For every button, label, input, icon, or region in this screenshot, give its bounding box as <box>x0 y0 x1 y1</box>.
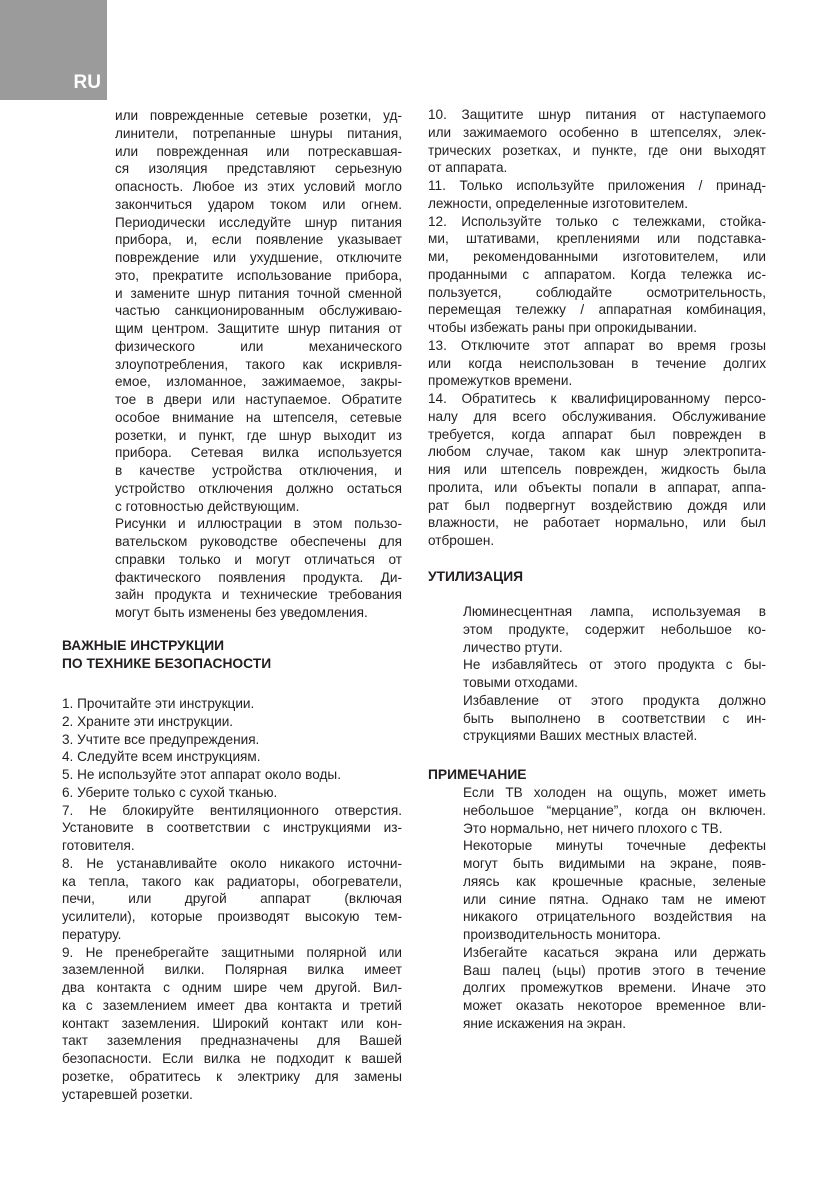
text-line: проданными с аппаратом. Когда тележка ис- <box>428 266 766 282</box>
text-line: этом продукте, содержит небольшое ко- <box>463 621 766 637</box>
text-line: Это нормально, нет ничего плохого с ТВ. <box>463 820 723 836</box>
text-line: никакого отрицательного воздействия на <box>463 909 766 925</box>
text-line: Ваш палец (ьцы) против этого в течение <box>463 962 766 978</box>
text-line: 3. Учтите все предупреждения. <box>62 731 260 747</box>
text-line: ми, рекомендованными изготовителем, или <box>428 249 766 264</box>
text-line: пературу. <box>62 926 122 942</box>
text-line: 5. Не используйте этот аппарат около воды. <box>62 767 341 782</box>
text-line: ка тепла, такого как радиаторы, обогреватели, <box>62 873 402 889</box>
text-line: 9. Не пренебрегайте защитными полярной или <box>62 944 402 960</box>
paragraph <box>62 944 402 1104</box>
text-line: пролита, или объекты попали в аппарат, аппа- <box>428 479 766 495</box>
paragraph <box>463 692 766 745</box>
text-line: пользуется, соблюдайте осмотрительность, <box>428 284 766 300</box>
text-line: промежутков времени. <box>428 373 573 389</box>
paragraph <box>428 106 766 177</box>
text-line: Некоторые минуты точечные дефекты <box>463 838 766 854</box>
text-line: ния или штепсель поврежден, жидкость была <box>428 462 766 477</box>
paragraph <box>62 748 402 766</box>
text-line: Если ТВ холоден на ощупь, может иметь <box>463 785 766 800</box>
text-line: трических розетках, и пункте, где они выходят <box>428 142 766 158</box>
text-line: или поврежденная или потрескавшая- <box>115 143 402 159</box>
text-line: с готовностью действующим. <box>115 498 300 514</box>
text-line: перемещая тележку / аппаратная комбинация, <box>428 302 766 318</box>
text-line: злоупотребления, такого как искривля- <box>115 356 402 372</box>
text-line: закончиться ударом током или огнем. <box>115 196 402 212</box>
text-line: или синие пятна. Однако там не имеют <box>463 891 766 907</box>
text-line: влажности, не работает нормально, или был <box>428 515 766 531</box>
text-line: налу для всего обслуживания. Обслуживание <box>428 408 766 424</box>
text-line: устройство отключения должно остаться <box>115 480 402 496</box>
note-text <box>463 784 766 1033</box>
paragraph <box>463 944 766 1033</box>
text-line: контакт заземления. Широкий контакт или кон- <box>62 1015 402 1031</box>
text-line: 4. Следуйте всем инструкциям. <box>62 749 261 765</box>
text-line: линители, потрепанные шнуры питания, <box>115 125 402 141</box>
text-line: товыми отходами. <box>463 675 578 690</box>
paragraph <box>115 107 402 515</box>
text-line: особое внимание на штепселя, сетевые <box>115 409 402 425</box>
text-line: это, прекратите использование прибора, <box>115 267 402 283</box>
text-line: справки только и могут отличаться от <box>115 551 402 567</box>
text-line: розетки, и пункт, где шнур выходит из <box>115 427 402 443</box>
text-line: могут быть изменены без уведомления. <box>115 605 368 620</box>
paragraph <box>62 713 402 731</box>
disposal-text <box>463 603 766 745</box>
text-line: 8. Не устанавливайте около никакого источни- <box>62 855 402 871</box>
text-line: рат был подвергнут воздействию дождя или <box>428 497 766 513</box>
text-line: прибора. Сетевая вилка используется <box>115 445 402 461</box>
text-line: такт заземления предназначены для Вашей <box>62 1033 402 1049</box>
text-line: 13. Отключите этот аппарат во время грозы <box>428 337 766 353</box>
disposal-heading: УТИЛИЗАЦИЯ <box>428 569 524 584</box>
text-line: чтобы избежать раны при опрокидывании. <box>428 320 698 335</box>
text-line: или когда неиспользован в течение долгих <box>428 355 766 371</box>
text-line: требуется, когда аппарат был поврежден в <box>428 426 766 442</box>
safety-heading <box>62 637 271 673</box>
text-line: могут быть видимыми на экране, появ- <box>463 856 766 871</box>
paragraph <box>428 337 766 390</box>
text-line: емое, изломанное, зажимаемое, закры- <box>115 374 402 390</box>
text-line: или зажимаемого особенно в штепселях, элек- <box>428 124 766 140</box>
text-line: вательском руководстве обеспечены для <box>115 534 402 549</box>
paragraph <box>463 603 766 656</box>
text-line: физического или механического <box>115 338 402 354</box>
text-line: или поврежденные сетевые розетки, уд- <box>115 108 402 123</box>
text-line: 14. Обратитесь к квалифицированному персо- <box>428 391 766 406</box>
text-line: щим центром. Защитите шнур питания от <box>115 321 402 336</box>
paragraph <box>62 855 402 944</box>
text-line: Избавление от этого продукта должно <box>463 692 766 708</box>
text-line: повреждение или ухудшение, отключите <box>115 250 402 265</box>
paragraph <box>463 837 766 944</box>
paragraph <box>463 784 766 837</box>
paragraph <box>62 731 402 749</box>
paragraph <box>428 213 766 337</box>
text-line: ляясь как крошечные красные, зеленые <box>463 873 766 889</box>
paragraph <box>115 515 402 622</box>
text-line: ка с заземлением имеет два контакта и третий <box>62 997 402 1013</box>
text-line: любом случае, таком как шнур электропита- <box>428 444 766 460</box>
text-line: ся изоляция представляют серьезную <box>115 161 402 177</box>
language-badge <box>0 0 107 100</box>
text-line: 11. Только используйте приложения / принад- <box>428 178 766 193</box>
text-line: частью санкционированным обслуживаю- <box>115 303 402 319</box>
intro-text <box>115 107 402 622</box>
text-line: в качестве устройства отключения, и <box>115 463 402 478</box>
text-line: 12. Используйте только с тележками, стойка- <box>428 213 766 229</box>
text-line: Люминесцентная лампа, используемая в <box>463 604 766 619</box>
safety-heading-line: ПО ТЕХНИКЕ БЕЗОПАСНОСТИ <box>62 656 272 671</box>
text-line: быть выполнено в соответствии с ин- <box>463 710 766 726</box>
text-line: долгих промежутков времени. Иначе это <box>463 980 766 996</box>
language-code: RU <box>73 72 101 93</box>
text-line: Рисунки и иллюстрации в этом пользо- <box>115 516 402 532</box>
text-line: личество ртути. <box>463 639 563 655</box>
text-line: Периодически исследуйте шнур питания <box>115 214 402 230</box>
text-line: может оказать некоторое временное вли- <box>463 998 766 1013</box>
text-line: яние искажения на экран. <box>463 1015 627 1031</box>
text-line: прибора, и, если появление указывает <box>115 232 402 248</box>
safety-instructions-list-continued <box>428 106 766 550</box>
text-line: от аппарата. <box>428 160 508 176</box>
text-line: безопасности. Если вилка не подходит к вашей <box>62 1051 402 1066</box>
text-line: зайн продукта и технические требования <box>115 587 402 603</box>
text-line: небольшое “мерцание”, когда он включен. <box>463 802 766 818</box>
text-line: струкциями Ваших местных властей. <box>463 728 698 744</box>
text-line: заземленной вилки. Полярная вилка имеет <box>62 962 402 978</box>
text-line: и замените шнур питания точной сменной <box>115 285 402 301</box>
text-line: Избегайте касаться экрана или держать <box>463 944 766 960</box>
text-line: Установите в соответствии с инструкциями из- <box>62 820 402 836</box>
paragraph <box>428 177 766 213</box>
text-line: 7. Не блокируйте вентиляционного отверстия. <box>62 802 402 818</box>
text-line: фактического появления продукта. Ди- <box>115 569 402 585</box>
text-line: производительность монитора. <box>463 927 661 942</box>
paragraph <box>62 766 402 784</box>
text-line: опасность. Любое из этих условий могло <box>115 179 402 194</box>
paragraph <box>62 784 402 802</box>
text-line: лежности, определенные изготовителем. <box>428 195 689 211</box>
safety-heading-line: ВАЖНЫЕ ИНСТРУКЦИИ <box>62 638 225 653</box>
text-line: готовителя. <box>62 838 135 853</box>
paragraph <box>62 802 402 855</box>
text-line: усилители), которые производят высокую тем- <box>62 909 402 924</box>
text-line: печи, или другой аппарат (включая <box>62 891 402 907</box>
text-line: розетке, обратитесь к электрику для замены <box>62 1068 402 1084</box>
text-line: Не избавляйтесь от этого продукта с бы- <box>463 657 766 673</box>
text-line: ми, штативами, креплениями или подставка- <box>428 231 766 247</box>
text-line: 2. Храните эти инструкции. <box>62 713 234 729</box>
paragraph <box>428 390 766 550</box>
text-line: тое в двери или наступаемое. Обратите <box>115 392 402 407</box>
safety-instructions-list <box>62 695 402 1103</box>
note-heading: ПРИМЕЧАНИЕ <box>428 767 527 782</box>
text-line: два контакта с одним шире чем другой. Вил- <box>62 980 402 995</box>
text-line: 6. Уберите только с сухой тканью. <box>62 784 278 800</box>
text-line: 10. Защитите шнур питания от наступаемого <box>428 107 766 122</box>
text-line: устаревшей розетки. <box>62 1086 193 1102</box>
paragraph <box>62 695 402 713</box>
paragraph <box>463 656 766 692</box>
text-line: отброшен. <box>428 533 495 548</box>
text-line: 1. Прочитайте эти инструкции. <box>62 696 255 711</box>
